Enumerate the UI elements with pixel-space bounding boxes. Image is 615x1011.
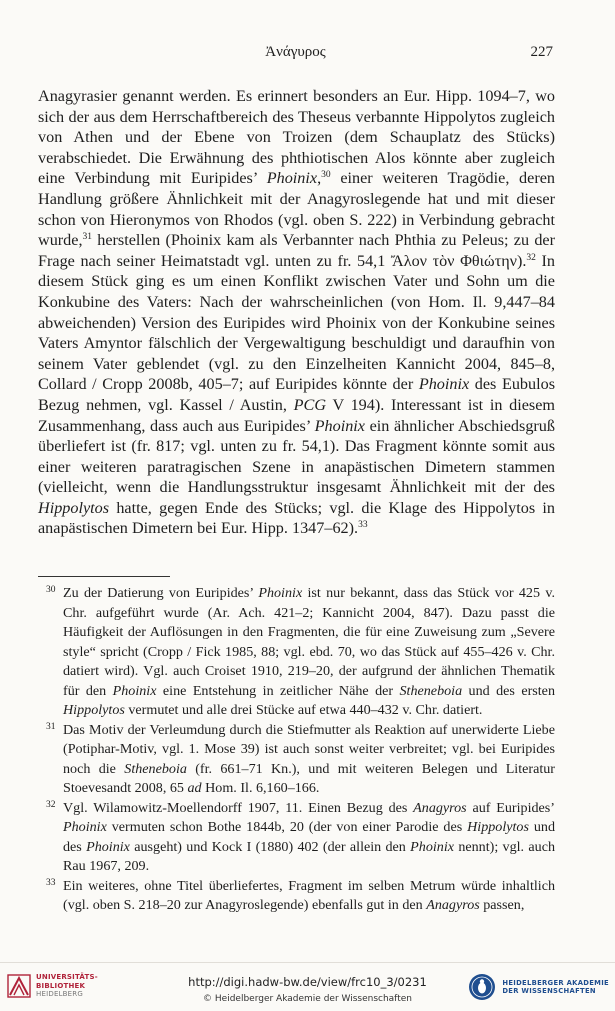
text-run: ist nur bekannt, dass das Stück vor 425 v. Chr. aufgeführt wurde (Ar. Ach. 421–2; Kannicht 2004, 847). Dazu passt die Häufigkeit der Auflösungen in den Fragmenten, die für eine Zuweisung zum „Severe style“ spricht (Cropp / Fick 1985, 88; vgl. ebd. 70, wo das Stück auf 455–426 v. Chr. datiert wird). Vgl. auch Croiset 1910, 219–20, der aufgrund der ähnlichen Thematik für den (63, 585, 555, 699)
library-name-line: HEIDELBERG (36, 990, 83, 998)
running-title: Ἀνάγυρος (265, 44, 326, 60)
text-run: (fr. 661–71 Kn.), und mit weiteren Belegen und Literatur Stoevesandt 2008, 65 (63, 760, 555, 796)
text-run: und des (63, 819, 555, 855)
text-run: Anagyrasier genannt werden. Es erinnert besonders an Eur. Hipp. 1094–7, wo sich der aus dem Herrschaftbereich des Theseus verbannte Hippolytos zugleich von Athen und der Ebene von Troizen (dem Schauplatz des Stücks) verabschiedet. Die Erwähnung des phthiotischen Alos könnte aber zugleich eine Verbindung mit Euripides’ (38, 87, 555, 188)
work-title: Phoinix (112, 682, 157, 699)
library-name-line: BIBLIOTHEK (36, 981, 86, 990)
text-run: nennt); vgl. auch Rau 1967, 209. (63, 838, 555, 874)
work-title: Hippolytos (38, 498, 110, 517)
academy-seal-icon (468, 973, 496, 1001)
text-run: Ein weiteres, ohne Titel überliefertes, Fragment im selben Metrum würde inhaltlich (vgl. oben S. 218–20 zur Anagyroslegende) ebenfalls gut in den (63, 877, 555, 913)
text-run: , (317, 169, 322, 188)
text-run: herstellen (Phoinix kam als Verbannter nach Phthia zu Peleus; zu der Frage nach seiner Heimatstadt vgl. unten zu fr. 54,1 Ἄλον τὸν Φθιώτην). (38, 231, 555, 270)
text-run: eine Entstehung in zeitlicher Nähe der (156, 682, 400, 699)
text-run: ausgeht) und Kock I (1880) 402 (der allein den (129, 838, 411, 855)
main-text (38, 86, 555, 539)
work-title: Phoinix (314, 416, 365, 435)
text-run: Vgl. Wilamowitz-Moellendorff 1907, 11. Einen Bezug des (63, 799, 414, 816)
text-run: vermuten schon Bothe 1844b, 20 (der von einer Parodie des (106, 819, 468, 835)
academy-name-line: HEIDELBERGER AKADEMIE (502, 978, 609, 987)
text-run: vermutet und alle drei Stücke auf etwa 440–432 v. Chr. datiert. (124, 702, 483, 718)
footnote-ref-31[interactable]: 31 (82, 232, 92, 243)
work-title: Phoinix (258, 585, 303, 601)
footnote-number: 31 (46, 721, 56, 732)
copyright-notice: © Heidelberger Akademie der Wissenschaften (203, 994, 412, 1004)
work-title: PCG (293, 395, 327, 414)
work-title: Phoinix (266, 169, 318, 188)
footnote-33 (38, 877, 555, 916)
academy-name (502, 979, 609, 996)
library-name (36, 973, 98, 999)
footnote-ref-32[interactable]: 32 (526, 252, 536, 263)
text-run: auf Euripides’ (466, 799, 555, 816)
work-title: Phoinix (410, 838, 455, 855)
text-run: V 194). Interessant ist in diesem Zusammenhang, dass auch aus Euripides’ (38, 395, 555, 435)
footnote-number: 33 (46, 877, 56, 888)
page-number: 227 (530, 44, 553, 60)
academy-name-line: DER WISSENSCHAFTEN (502, 987, 596, 995)
work-title: Phoinix (418, 375, 470, 394)
text-run: Hom. Il. 6,160–166. (201, 780, 320, 796)
work-title: Hippolytos (467, 819, 529, 835)
footnote-ref-30[interactable]: 30 (321, 170, 331, 181)
text-run: In diesem Stück ging es um einen Konflikt zwischen Vater und Sohn um die Konkubine des Vaters: Nach der wahrscheinlichen (von Hom. Il. 9,447–84 abweichenden) Version des Euripides wird Phoinix von der Konkubine seines Vaters Amyntor fälschlich der Vergewaltigung beschuldigt und daraufhin von seinem Vater geblendet (vgl. zu den Einzelheiten Kannicht 2004, 845–8, Collard / Cropp 2008b, 405–7; auf Euripides könnte der (38, 251, 556, 394)
text-run: des Eubulos Bezug nehmen, vgl. Kassel / Austin, (38, 375, 556, 414)
work-title: Stheneboia (124, 760, 187, 777)
footer-center (150, 975, 465, 1004)
text-run: einer weiteren Tragödie, deren Handlung größere Ähnlichkeit mit der Anagyroslegende hat und mit dieser schon von Hieronymos von Rhodos (vgl. oben S. 222) in Verbindung gebracht wurde, (38, 169, 555, 250)
library-logo-icon (7, 974, 31, 998)
footnote-number: 32 (46, 799, 56, 810)
text-run: Zu der Datierung von Euripides’ (63, 585, 259, 601)
library-branding[interactable] (7, 973, 98, 999)
footnote-ref-33[interactable]: 33 (358, 520, 368, 531)
work-title: Phoinix (63, 819, 107, 835)
library-name-line: UNIVERSITÄTS- (36, 973, 98, 981)
running-head (38, 44, 553, 64)
footnote-divider (38, 576, 170, 577)
footnote-30 (38, 584, 555, 721)
footnotes (38, 584, 555, 916)
page-footer (0, 962, 615, 1011)
citation-term: ad (187, 780, 202, 796)
footnote-32 (38, 799, 555, 877)
text-run: hatte, gegen Ende des Stücks; vgl. die Klage des Hippolytos in anapästischen Dimetern bei Eur. Hipp. 1347–62). (38, 498, 555, 538)
footnote-31 (38, 721, 555, 799)
work-title: Anagyros (413, 799, 467, 816)
work-title: Hippolytos (63, 702, 125, 718)
work-title: Anagyros (426, 897, 480, 913)
permalink-url[interactable]: http://digi.hadw-bw.de/view/frc10_3/0231 (188, 975, 427, 989)
text-run: ein ähnlicher Abschiedsgruß überliefert ist (fr. 817; vgl. unten zu fr. 54,1). Das Fragment könnte somit aus einer weiteren paratragischen Szene in anapästischen Dimetern stammen (vielleicht, wenn die Handlungsstruktur insgesamt Ähnlichkeit mit der des (38, 416, 555, 497)
body-paragraph (38, 86, 555, 539)
text-run: Das Motiv der Verleumdung durch die Stiefmutter als Reaktion auf unerwiderte Liebe (Potiphar-Motiv, vgl. 1. Mose 39) ist auch sonst weiter verbreitet; vgl. bei Euripides noch die (63, 721, 555, 777)
text-run: und des ersten (462, 682, 555, 699)
academy-branding[interactable] (468, 973, 609, 1001)
footnote-number: 30 (46, 585, 56, 595)
work-title: Phoinix (86, 838, 130, 855)
text-run: passen, (479, 897, 525, 913)
work-title: Stheneboia (399, 682, 463, 699)
